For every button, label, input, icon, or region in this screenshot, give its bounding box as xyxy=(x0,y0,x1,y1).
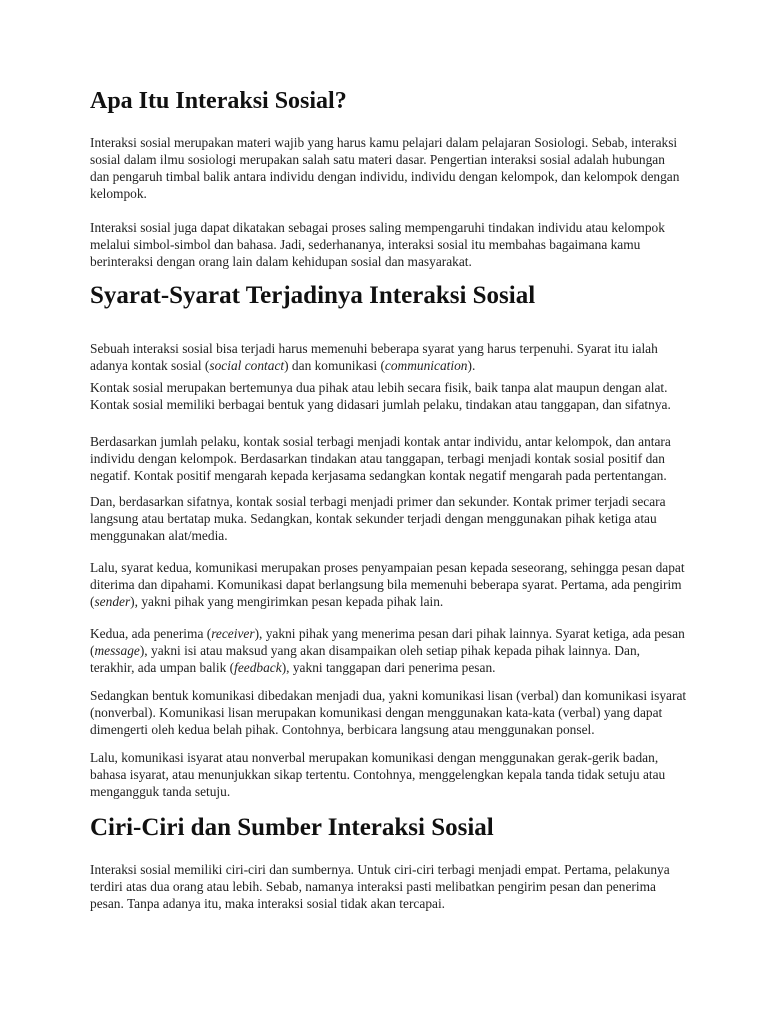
text-segment: ), yakni pihak yang menerima pesan dari pihak lainnya. Syarat ketiga, ada pesan xyxy=(254,626,685,641)
text-segment: sosial dalam ilmu sosiologi merupakan salah satu materi dasar. Pengertian interaksi sosial adalah hubungan xyxy=(90,152,665,167)
italic-term: sender xyxy=(94,594,131,609)
section-heading: Ciri-Ciri dan Sumber Interaksi Sosial xyxy=(90,814,494,841)
paragraph xyxy=(90,687,686,738)
text-segment: terdiri atas dua orang atau lebih. Sebab, namanya interaksi pasti melibatkan pengirim pesan dan penerima xyxy=(90,879,656,894)
italic-term: receiver xyxy=(211,626,255,641)
paragraph xyxy=(90,134,679,202)
section-heading: Syarat-Syarat Terjadinya Interaksi Sosial xyxy=(90,282,536,309)
text-line xyxy=(90,766,665,783)
paragraph xyxy=(90,433,671,484)
text-segment: pesan. Tanpa adanya itu, maka interaksi sosial tidak akan tercapai. xyxy=(90,896,446,911)
text-segment: ), yakni isi atau maksud yang akan disampaikan oleh setiap pihak kepada pihak lainnya. Dan, xyxy=(139,643,640,658)
paragraph xyxy=(90,861,670,912)
text-segment: (nonverbal). Komunikasi lisan merupakan komunikasi dengan menggunakan kata-kata (verbal) yang dapat xyxy=(90,705,663,720)
text-line xyxy=(90,625,685,642)
text-segment: Kedua, ada penerima ( xyxy=(90,626,212,641)
text-line xyxy=(90,749,665,766)
text-segment: ( xyxy=(90,594,95,609)
text-segment: diterima dan dipahami. Komunikasi dapat berlangsung bila memenuhi beberapa syarat. Pertama, ada pengirim xyxy=(90,577,682,592)
text-segment: mengangguk tanda setuju. xyxy=(90,784,231,799)
text-line xyxy=(90,527,666,544)
text-segment: dimengerti oleh kedua belah pihak. Contohnya, berbicara langsung atau menggunakan ponsel. xyxy=(90,722,595,737)
text-segment: Dan, berdasarkan sifatnya, kontak sosial terbagi menjadi primer dan sekunder. Kontak primer terjadi secara xyxy=(90,494,666,509)
text-line xyxy=(90,168,679,185)
paragraph xyxy=(90,625,685,676)
italic-term: feedback xyxy=(234,660,282,675)
text-line xyxy=(90,433,671,450)
text-segment: ). xyxy=(467,358,476,373)
text-segment: kelompok. xyxy=(90,186,147,201)
paragraph xyxy=(90,340,658,374)
paragraph xyxy=(90,219,665,270)
text-line xyxy=(90,878,670,895)
text-segment: negatif. Kontak positif mengarah kepada kerjasama sedangkan kontak negatif mengarah pada pertentangan. xyxy=(90,468,667,483)
text-line xyxy=(90,559,685,576)
text-line xyxy=(90,687,686,704)
text-segment: Interaksi sosial juga dapat dikatakan sebagai proses saling mempengaruhi tindakan individu atau kelompok xyxy=(90,220,665,235)
text-line xyxy=(90,357,658,374)
section-heading: Apa Itu Interaksi Sosial? xyxy=(90,88,347,114)
text-segment: ), yakni tanggapan dari penerima pesan. xyxy=(281,660,496,675)
text-segment: individu dengan kelompok. Berdasarkan tindakan atau tanggapan, terbagi menjadi kontak sosial positif dan xyxy=(90,451,665,466)
text-line xyxy=(90,593,685,610)
text-line xyxy=(90,236,665,253)
paragraph xyxy=(90,493,666,544)
text-line xyxy=(90,340,658,357)
text-segment: Lalu, komunikasi isyarat atau nonverbal merupakan komunikasi dengan menggunakan gerak-gerik badan, xyxy=(90,750,659,765)
text-line xyxy=(90,253,665,270)
text-segment: ( xyxy=(90,643,95,658)
text-segment: ), yakni pihak yang mengirimkan pesan kepada pihak lain. xyxy=(130,594,444,609)
text-line xyxy=(90,704,686,721)
text-segment: berinteraksi dengan orang lain dalam kehidupan sosial dan masyarakat. xyxy=(90,254,472,269)
text-segment: Berdasarkan jumlah pelaku, kontak sosial terbagi menjadi kontak antar individu, antar kelompok, dan antara xyxy=(90,434,671,449)
text-segment: terakhir, ada umpan balik ( xyxy=(90,660,235,675)
text-segment: Interaksi sosial merupakan materi wajib yang harus kamu pelajari dalam pelajaran Sosiologi. Sebab, interaksi xyxy=(90,135,678,150)
text-segment: langsung atau bertatap muka. Sedangkan, kontak sekunder terjadi dengan menggunakan pihak ketiga atau xyxy=(90,511,657,526)
text-line xyxy=(90,576,685,593)
paragraph xyxy=(90,379,671,413)
text-line xyxy=(90,467,671,484)
text-segment: adanya kontak sosial ( xyxy=(90,358,210,373)
text-line xyxy=(90,134,679,151)
italic-term: message xyxy=(94,643,140,658)
text-line xyxy=(90,396,671,413)
text-segment: ) dan komunikasi ( xyxy=(284,358,385,373)
paragraph xyxy=(90,559,685,610)
text-line xyxy=(90,379,671,396)
paragraph xyxy=(90,749,665,800)
italic-term: social contact xyxy=(209,358,285,373)
italic-term: communication xyxy=(384,358,468,373)
text-line xyxy=(90,861,670,878)
text-line xyxy=(90,493,666,510)
text-segment: Interaksi sosial memiliki ciri-ciri dan sumbernya. Untuk ciri-ciri terbagi menjadi empat. Pertama, pelakunya xyxy=(90,862,670,877)
text-line xyxy=(90,783,665,800)
text-line xyxy=(90,219,665,236)
text-line xyxy=(90,642,685,659)
text-line xyxy=(90,151,679,168)
text-line xyxy=(90,450,671,467)
text-segment: Kontak sosial memiliki berbagai bentuk yang didasari jumlah pelaku, tindakan atau tanggapan, dan sifatnya. xyxy=(90,397,671,412)
text-segment: melalui simbol-simbol dan bahasa. Jadi, sederhananya, interaksi sosial itu membahas bagaimana kamu xyxy=(90,237,641,252)
text-line xyxy=(90,510,666,527)
text-line xyxy=(90,185,679,202)
text-segment: Lalu, syarat kedua, komunikasi merupakan proses penyampaian pesan kepada seseorang, sehingga pesan dapat xyxy=(90,560,685,575)
text-line xyxy=(90,659,685,676)
text-segment: Sebuah interaksi sosial bisa terjadi harus memenuhi beberapa syarat yang harus terpenuhi. Syarat itu ialah xyxy=(90,341,658,356)
text-segment: dan pengaruh timbal balik antara individu dengan individu, individu dengan kelompok, dan kelompok dengan xyxy=(90,169,680,184)
text-segment: menggunakan alat/media. xyxy=(90,528,228,543)
text-segment: Kontak sosial merupakan bertemunya dua pihak atau lebih secara fisik, baik tanpa alat maupun dengan alat. xyxy=(90,380,668,395)
text-segment: Sedangkan bentuk komunikasi dibedakan menjadi dua, yakni komunikasi lisan (verbal) dan komunikasi isyarat xyxy=(90,688,687,703)
text-segment: bahasa isyarat, atau menunjukkan sikap tertentu. Contohnya, menggelengkan kepala tanda tidak setuju atau xyxy=(90,767,666,782)
text-line xyxy=(90,721,686,738)
text-line xyxy=(90,895,670,912)
